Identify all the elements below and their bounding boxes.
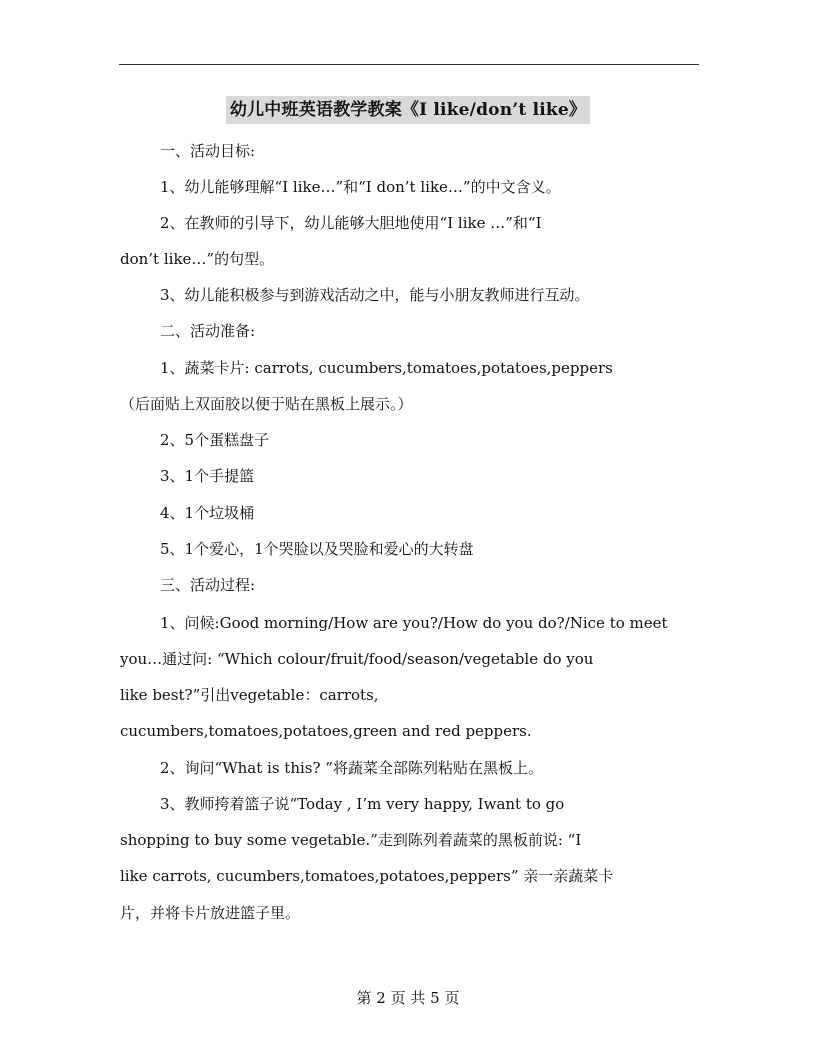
document-title: 幼儿中班英语教学教案《I like/don’t like》 <box>226 96 590 124</box>
page-number-footer: 第 2 页 共 5 页 <box>356 989 460 1007</box>
goal-item-2: 2、在教师的引导下，幼儿能够大胆地使用“I like …”和“I <box>160 214 542 232</box>
prep-item-2: 2、5个蛋糕盘子 <box>160 431 270 449</box>
goal-item-3: 3、幼儿能积极参与到游戏活动之中，能与小朋友教师进行互动。 <box>160 286 590 304</box>
process-item-3-line-3: like carrots, cucumbers,tomatoes,potatoes,peppers” 亲一亲蔬菜卡 <box>120 867 614 885</box>
prep-item-5: 5、1个爱心，1个哭脸以及哭脸和爱心的大转盘 <box>160 540 474 558</box>
process-item-1-line-4: cucumbers,tomatoes,potatoes,green and red peppers. <box>120 722 532 740</box>
prep-item-1-continued: （后面贴上双面胶以便于贴在黑板上展示。） <box>120 395 413 413</box>
process-item-3-line-2: shopping to buy some vegetable.”走到陈列着蔬菜的黑板前说: “I <box>120 831 582 849</box>
section-heading-preparation: 二、活动准备: <box>160 322 256 340</box>
prep-item-4: 4、1个垃圾桶 <box>160 504 255 522</box>
process-item-1: 1、问候:Good morning/How are you?/How do you do?/Nice to meet <box>160 614 668 632</box>
process-item-1-line-2: you…通过问: “Which colour/fruit/food/season/vegetable do you <box>120 650 594 668</box>
section-heading-process: 三、活动过程: <box>160 576 256 594</box>
process-item-3-line-4: 片，并将卡片放进篮子里。 <box>120 904 301 922</box>
process-item-2: 2、询问“What is this? ”将蔬菜全部陈列粘贴在黑板上。 <box>160 759 543 777</box>
process-item-3: 3、教师挎着篮子说“Today , I’m very happy, Iwant to go <box>160 795 565 813</box>
prep-item-3: 3、1个手提篮 <box>160 467 255 485</box>
prep-item-1: 1、蔬菜卡片: carrots, cucumbers,tomatoes,potatoes,peppers <box>160 359 613 377</box>
title-container <box>0 96 816 124</box>
goal-item-1: 1、幼儿能够理解“I like…”和“I don’t like…”的中文含义。 <box>160 178 561 196</box>
header-rule <box>119 64 699 65</box>
section-heading-goals: 一、活动目标: <box>160 142 256 160</box>
process-item-1-line-3: like best?”引出vegetable：carrots, <box>120 686 379 704</box>
goal-item-2-continued: don’t like…”的句型。 <box>120 250 275 268</box>
